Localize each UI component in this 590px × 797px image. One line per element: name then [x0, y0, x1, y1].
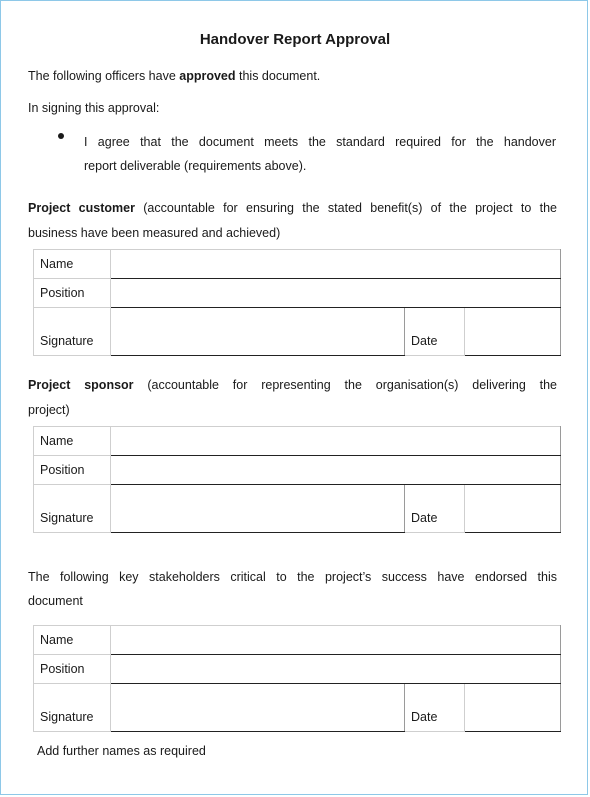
- position-row: [34, 279, 561, 308]
- sponsor-signature-table: [33, 426, 561, 533]
- stakeholders-text-line-2: document: [28, 594, 83, 608]
- name-label: Name: [34, 626, 111, 655]
- customer-position-field[interactable]: [111, 279, 561, 308]
- signature-label: Signature: [34, 684, 111, 732]
- name-label: Name: [34, 250, 111, 279]
- name-row: [34, 626, 561, 655]
- intro-text: The following officers have approved this document.: [28, 69, 321, 83]
- sponsor-signature-field[interactable]: [111, 485, 405, 533]
- bullet-dot-icon: [58, 133, 64, 139]
- date-label: Date: [405, 308, 465, 356]
- sponsor-name-field[interactable]: [111, 427, 561, 456]
- sponsor-bold-label: Project sponsor: [28, 378, 134, 392]
- signature-label: Signature: [34, 308, 111, 356]
- signature-row: [34, 485, 561, 533]
- customer-name-field[interactable]: [111, 250, 561, 279]
- customer-signature-field[interactable]: [111, 308, 405, 356]
- customer-bold-label: Project customer: [28, 201, 135, 215]
- footer-note: Add further names as required: [37, 744, 206, 758]
- customer-heading-line-2: business have been measured and achieved): [28, 226, 281, 240]
- document-title: Handover Report Approval: [199, 31, 391, 48]
- bullet-line-1: I agree that the document meets the standard required for the handover: [84, 135, 556, 149]
- sponsor-position-field[interactable]: [111, 456, 561, 485]
- bullet-line-2: report deliverable (requirements above).: [84, 159, 307, 173]
- date-label: Date: [405, 485, 465, 533]
- name-row: [34, 250, 561, 279]
- name-label: Name: [34, 427, 111, 456]
- position-row: [34, 655, 561, 684]
- position-label: Position: [34, 456, 111, 485]
- position-row: [34, 456, 561, 485]
- stakeholder-name-field[interactable]: [111, 626, 561, 655]
- signature-row: [34, 684, 561, 732]
- position-label: Position: [34, 279, 111, 308]
- signature-label: Signature: [34, 485, 111, 533]
- sponsor-heading: Project sponsor (accountable for representing the organisation(s) delivering the: [28, 378, 557, 392]
- signature-row: [34, 308, 561, 356]
- sponsor-heading-line-2: project): [28, 403, 70, 417]
- customer-signature-table: [33, 249, 561, 356]
- customer-heading: Project customer (accountable for ensuring the stated benefit(s) of the project to the: [28, 201, 557, 215]
- name-row: [34, 427, 561, 456]
- stakeholder-signature-field[interactable]: [111, 684, 405, 732]
- customer-date-field[interactable]: [465, 308, 561, 356]
- position-label: Position: [34, 655, 111, 684]
- signing-text: In signing this approval:: [28, 101, 160, 115]
- stakeholder-date-field[interactable]: [465, 684, 561, 732]
- sponsor-date-field[interactable]: [465, 485, 561, 533]
- stakeholders-text: The following key stakeholders critical to the project’s success have endorsed this: [28, 570, 557, 584]
- stakeholder-position-field[interactable]: [111, 655, 561, 684]
- stakeholder-signature-table: [33, 625, 561, 732]
- intro-approved-word: approved: [179, 69, 236, 83]
- date-label: Date: [405, 684, 465, 732]
